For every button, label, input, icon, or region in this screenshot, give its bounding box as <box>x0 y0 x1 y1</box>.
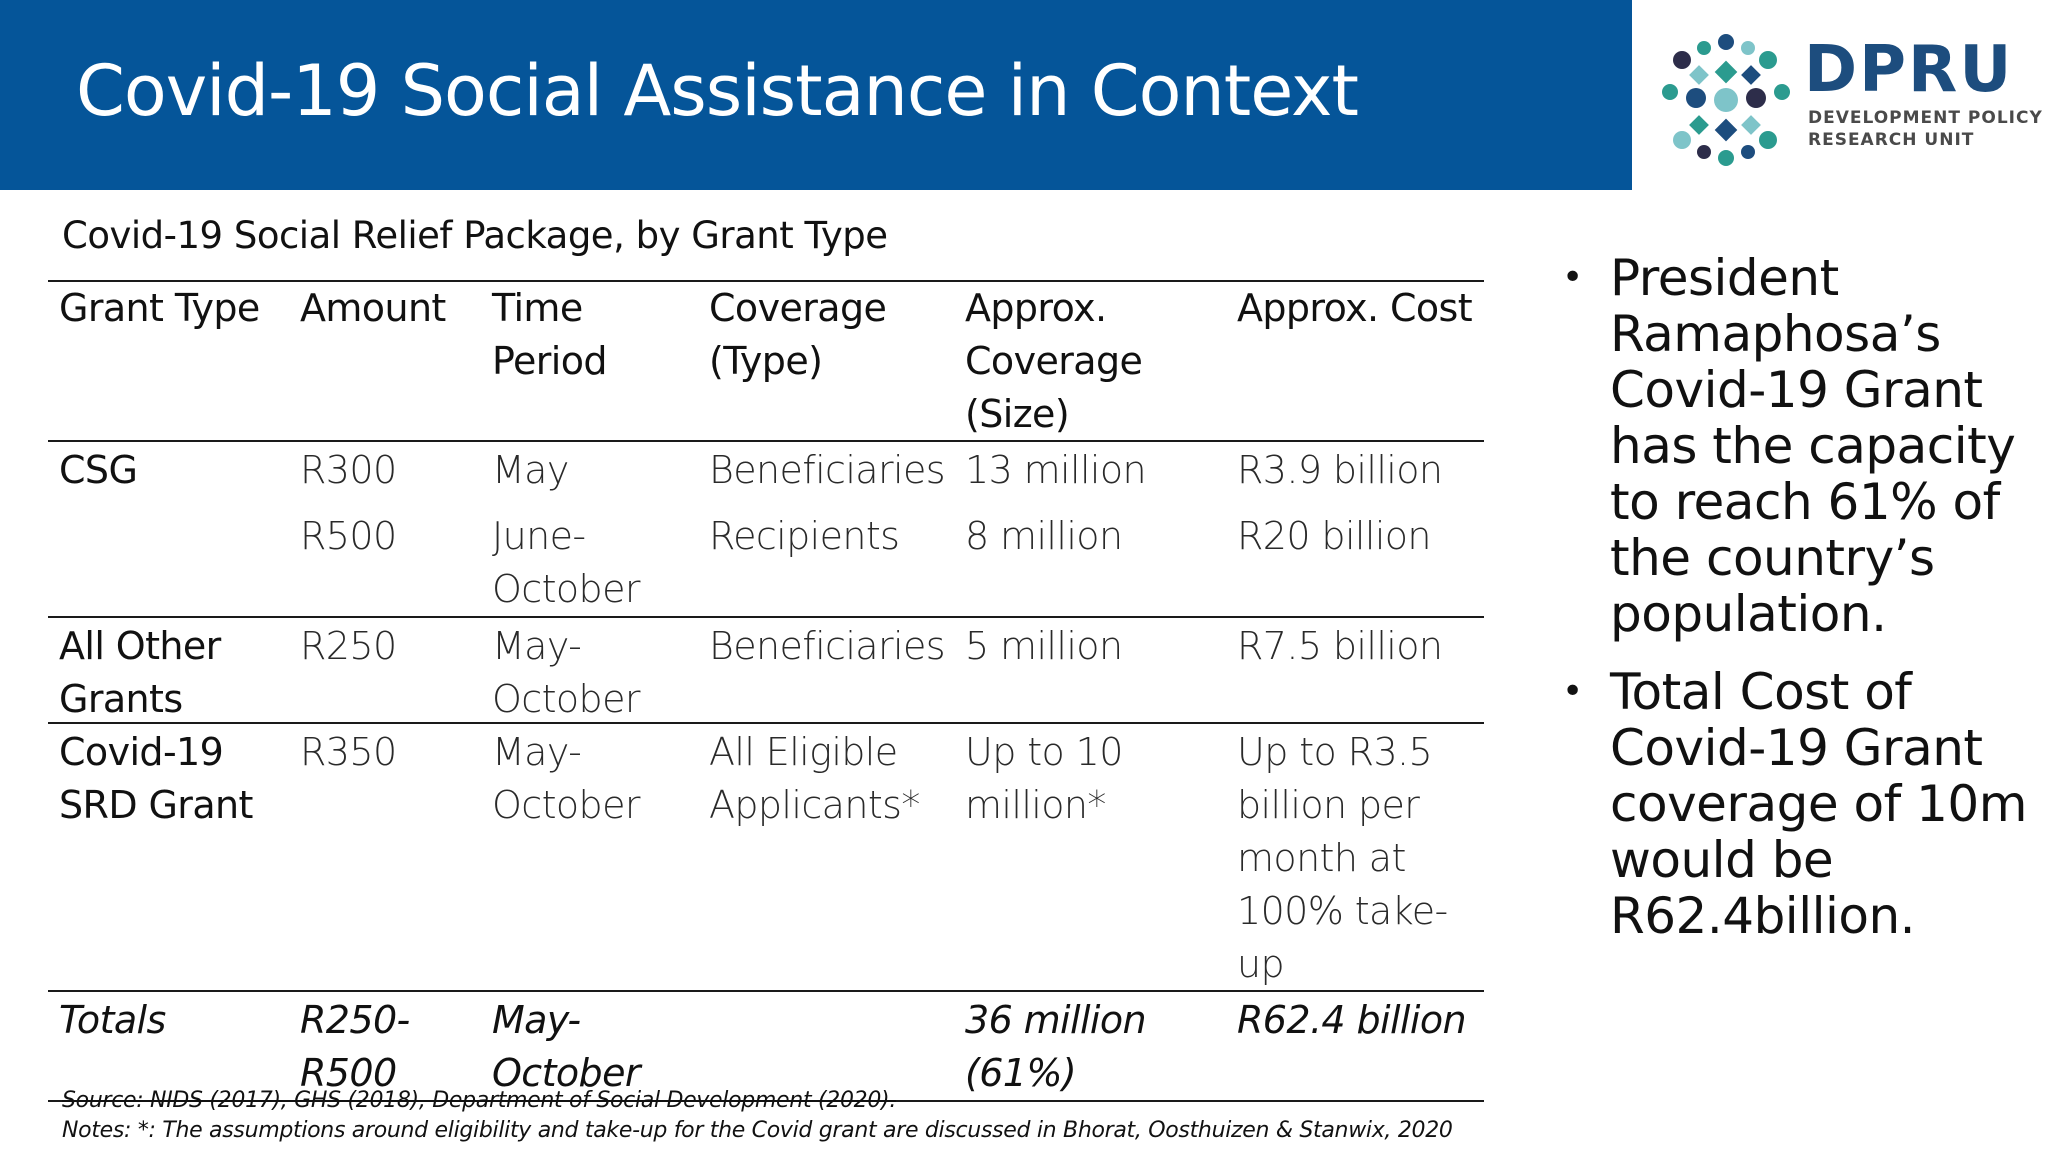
period-cell: May- October <box>492 624 640 721</box>
dpru-logo <box>1652 22 2042 172</box>
column-header: Grant Type <box>59 286 260 330</box>
notes-footnote: Notes: *: The assumptions around eligibility and take-up for the Covid grant are discussed in Bhorat, Oosthuizen & Stanwix, 2020 <box>62 1118 1453 1143</box>
slide-title: Covid-19 Social Assistance in Context <box>76 50 1358 132</box>
column-header: Approx. Coverage (Size) <box>965 286 1143 436</box>
logo-subtitle-line2: RESEARCH UNIT <box>1808 130 1975 150</box>
bullet-item <box>1556 250 2036 642</box>
cost-cell: R7.5 billion <box>1237 624 1443 668</box>
cost-cell: R20 billion <box>1237 514 1431 558</box>
header-band <box>0 0 1632 190</box>
dpru-logo-mark-icon <box>1652 30 1800 170</box>
coverage-type-cell: Recipients <box>709 514 900 558</box>
table-header-row <box>48 280 1484 440</box>
bullet-list <box>1556 250 2036 966</box>
coverage-size-cell: 8 million <box>965 514 1123 558</box>
amount-cell: R350 <box>300 730 397 774</box>
table-row <box>48 510 1484 616</box>
totals-period-cell: May- October <box>492 998 640 1095</box>
column-header: Coverage (Type) <box>709 286 887 383</box>
coverage-size-cell: Up to 10 million* <box>965 730 1123 827</box>
totals-cost-cell: R62.4 billion <box>1237 998 1466 1042</box>
amount-cell: R500 <box>300 514 397 558</box>
grant-type-cell: CSG <box>59 448 138 492</box>
cost-cell: R3.9 billion <box>1237 448 1443 492</box>
amount-cell: R250 <box>300 624 397 668</box>
period-cell: June- October <box>492 514 640 611</box>
coverage-size-cell: 13 million <box>965 448 1147 492</box>
source-footnote: Source: NIDS (2017), GHS (2018), Department of Social Development (2020). <box>62 1088 897 1113</box>
column-header: Approx. Cost <box>1237 286 1473 330</box>
table-totals-row <box>48 990 1484 1100</box>
totals-label-cell: Totals <box>59 998 166 1042</box>
column-header: Amount <box>300 286 446 330</box>
cost-cell: Up to R3.5 billion per month at 100% take- up <box>1237 730 1448 986</box>
grant-type-cell: All Other Grants <box>59 624 221 721</box>
logo-wordmark: DPRU <box>1804 33 2014 107</box>
table-row <box>48 616 1484 722</box>
bullet-item <box>1556 664 2036 944</box>
coverage-type-cell: Beneficiaries <box>709 624 945 668</box>
period-cell: May <box>492 448 569 492</box>
totals-amount-cell: R250- R500 <box>300 998 410 1095</box>
period-cell: May- October <box>492 730 640 827</box>
bullet-dot-icon: • <box>1562 671 1583 712</box>
amount-cell: R300 <box>300 448 397 492</box>
bullet-text: President Ramaphosa’s Covid-19 Grant has the capacity to reach 61% of the country’s population. <box>1610 249 2016 643</box>
column-header: Time Period <box>492 286 607 383</box>
bullet-dot-icon: • <box>1562 257 1583 298</box>
coverage-type-cell: Beneficiaries <box>709 448 945 492</box>
logo-subtitle-line1: DEVELOPMENT POLICY <box>1808 108 2043 128</box>
totals-coverage-size-cell: 36 million (61%) <box>965 998 1147 1095</box>
table-row <box>48 722 1484 990</box>
coverage-type-cell: All Eligible Applicants* <box>709 730 920 827</box>
bullet-text: Total Cost of Covid-19 Grant coverage of 10m would be R62.4billion. <box>1610 663 2027 945</box>
table-caption: Covid-19 Social Relief Package, by Grant Type <box>62 214 888 257</box>
coverage-size-cell: 5 million <box>965 624 1123 668</box>
table-row <box>48 440 1484 510</box>
grant-type-cell: Covid-19 SRD Grant <box>59 730 253 827</box>
grant-table <box>48 280 1484 1100</box>
